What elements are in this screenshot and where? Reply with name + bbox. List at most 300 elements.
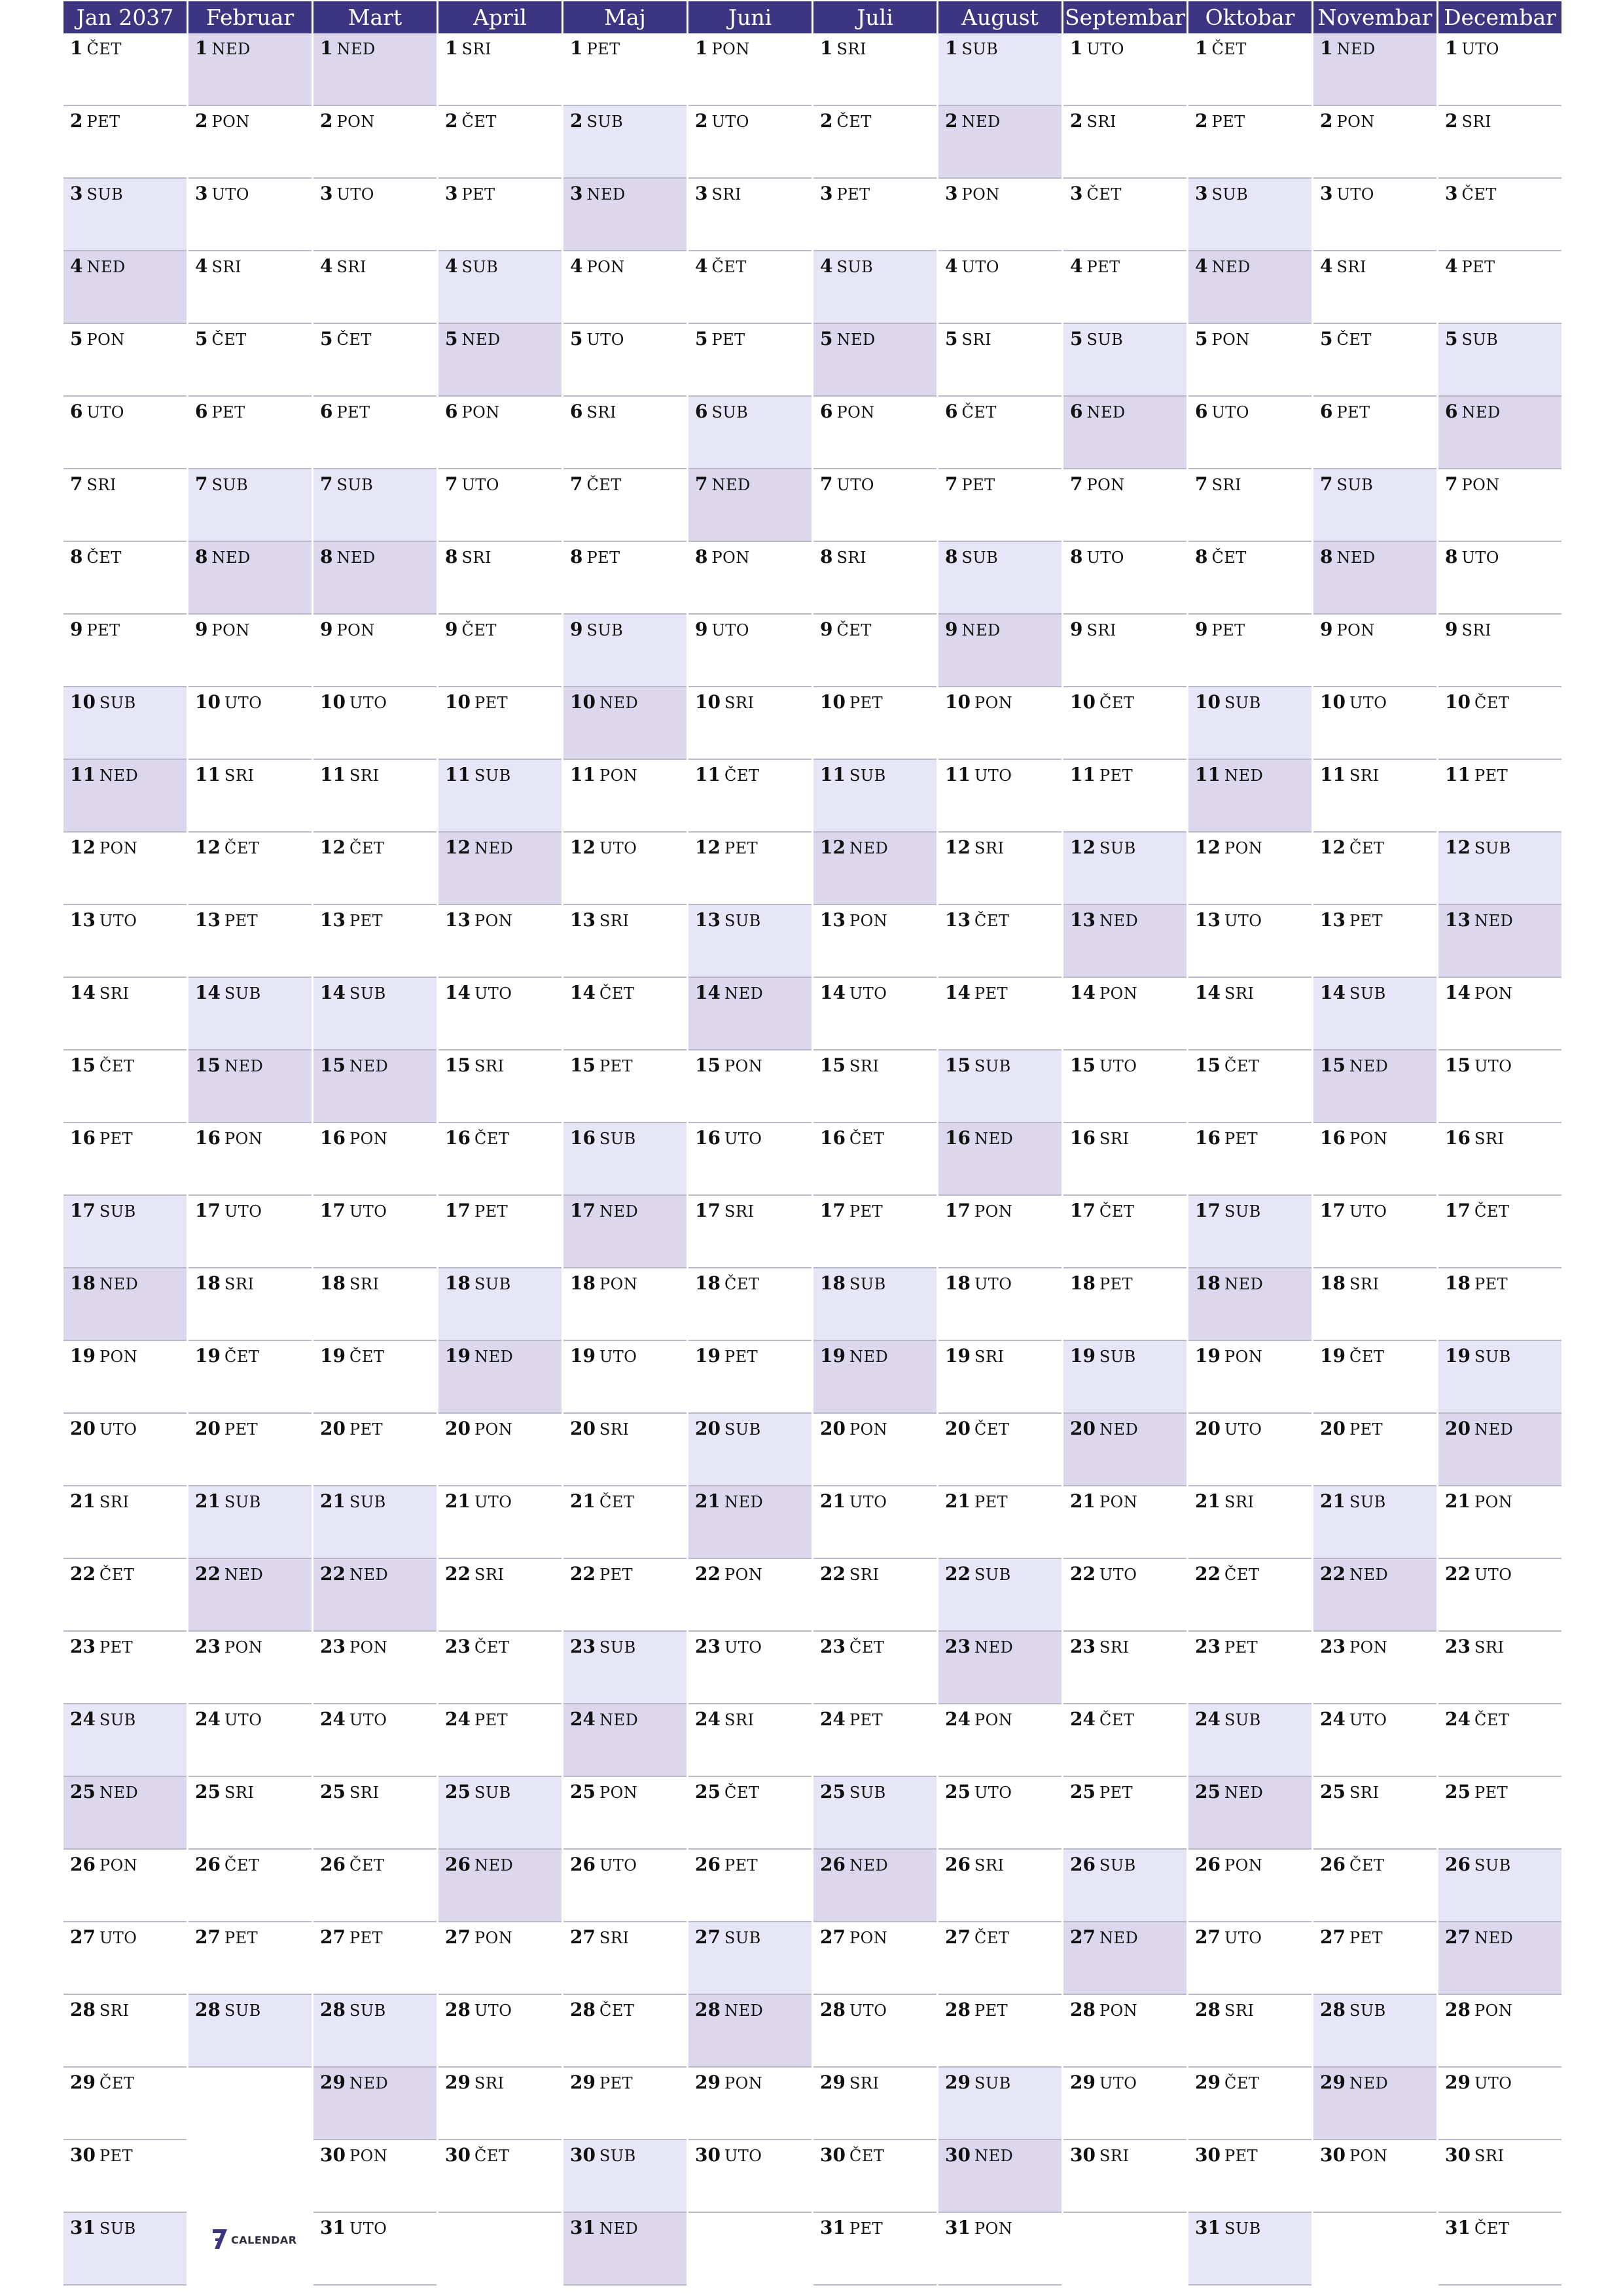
day-cell[interactable] [313,1486,437,1559]
day-cell[interactable] [438,1050,562,1123]
day-cell[interactable] [1313,397,1436,469]
day-cell[interactable] [1188,1704,1311,1777]
day-cell[interactable] [563,1050,687,1123]
day-cell[interactable] [188,1559,312,1632]
day-cell[interactable] [188,542,312,615]
day-cell[interactable] [438,760,562,833]
day-cell[interactable] [938,1704,1061,1777]
day-cell[interactable] [938,1559,1061,1632]
day-cell[interactable] [688,1341,812,1414]
day-cell[interactable] [438,2068,562,2140]
day-cell[interactable] [688,1704,812,1777]
day-cell[interactable] [688,2068,812,2140]
day-cell[interactable] [313,542,437,615]
day-cell[interactable] [63,1704,187,1777]
day-cell[interactable] [1063,1123,1186,1196]
day-cell[interactable] [1438,1414,1561,1486]
day-cell[interactable] [938,1486,1061,1559]
day-cell[interactable] [188,469,312,542]
day-cell[interactable] [1438,106,1561,179]
day-cell[interactable] [688,1196,812,1268]
day-cell[interactable] [813,251,936,324]
day-cell[interactable] [313,179,437,251]
day-cell[interactable] [63,1123,187,1196]
day-cell[interactable] [1313,469,1436,542]
day-cell[interactable] [688,1123,812,1196]
day-cell[interactable] [1438,1632,1561,1704]
day-cell[interactable] [688,1559,812,1632]
day-cell[interactable] [1313,2140,1436,2213]
day-cell[interactable] [1063,905,1186,978]
day-cell[interactable] [188,687,312,760]
day-cell[interactable] [438,1559,562,1632]
day-cell[interactable] [313,397,437,469]
day-cell[interactable] [1063,1414,1186,1486]
day-cell[interactable] [188,1850,312,1922]
day-cell[interactable] [438,397,562,469]
day-cell[interactable] [63,1850,187,1922]
day-cell[interactable] [188,1704,312,1777]
day-cell[interactable] [688,615,812,687]
day-cell[interactable] [1188,1850,1311,1922]
day-cell[interactable] [813,324,936,397]
day-cell[interactable] [1188,33,1311,106]
day-cell[interactable] [938,106,1061,179]
day-cell[interactable] [938,2140,1061,2213]
day-cell[interactable] [1063,106,1186,179]
day-cell[interactable] [438,1632,562,1704]
day-cell[interactable] [1188,1486,1311,1559]
day-cell[interactable] [563,833,687,905]
day-cell[interactable] [688,324,812,397]
day-cell[interactable] [188,1050,312,1123]
day-cell[interactable] [563,33,687,106]
day-cell[interactable] [563,1632,687,1704]
day-cell[interactable] [63,542,187,615]
day-cell[interactable] [1063,1559,1186,1632]
day-cell[interactable] [313,469,437,542]
day-cell[interactable] [1188,1341,1311,1414]
day-cell[interactable] [1188,1050,1311,1123]
day-cell[interactable] [1188,2140,1311,2213]
day-cell[interactable] [313,760,437,833]
day-cell[interactable] [938,1196,1061,1268]
day-cell[interactable] [1063,542,1186,615]
day-cell[interactable] [1438,397,1561,469]
day-cell[interactable] [1188,2213,1311,2286]
day-cell[interactable] [63,179,187,251]
day-cell[interactable] [813,106,936,179]
day-cell[interactable] [1313,1050,1436,1123]
day-cell[interactable] [1188,251,1311,324]
day-cell[interactable] [1313,106,1436,179]
day-cell[interactable] [438,833,562,905]
day-cell[interactable] [438,1995,562,2068]
day-cell[interactable] [563,2068,687,2140]
day-cell[interactable] [188,1268,312,1341]
day-cell[interactable] [688,1632,812,1704]
day-cell[interactable] [813,978,936,1050]
day-cell[interactable] [813,2068,936,2140]
day-cell[interactable] [938,1922,1061,1995]
day-cell[interactable] [1188,1268,1311,1341]
day-cell[interactable] [938,1050,1061,1123]
day-cell[interactable] [1313,1414,1436,1486]
day-cell[interactable] [688,760,812,833]
day-cell[interactable] [313,1850,437,1922]
day-cell[interactable] [1313,33,1436,106]
day-cell[interactable] [313,106,437,179]
day-cell[interactable] [813,397,936,469]
day-cell[interactable] [563,760,687,833]
day-cell[interactable] [688,1850,812,1922]
day-cell[interactable] [938,760,1061,833]
day-cell[interactable] [1438,469,1561,542]
day-cell[interactable] [438,2140,562,2213]
day-cell[interactable] [1063,2068,1186,2140]
day-cell[interactable] [813,833,936,905]
day-cell[interactable] [438,1341,562,1414]
day-cell[interactable] [313,1995,437,2068]
day-cell[interactable] [813,1704,936,1777]
day-cell[interactable] [1438,1486,1561,1559]
day-cell[interactable] [1188,978,1311,1050]
day-cell[interactable] [938,1632,1061,1704]
day-cell[interactable] [438,1486,562,1559]
day-cell[interactable] [1438,905,1561,978]
day-cell[interactable] [1063,687,1186,760]
day-cell[interactable] [313,978,437,1050]
day-cell[interactable] [938,542,1061,615]
day-cell[interactable] [188,1196,312,1268]
day-cell[interactable] [1438,1268,1561,1341]
day-cell[interactable] [438,687,562,760]
day-cell[interactable] [188,1486,312,1559]
day-cell[interactable] [1188,760,1311,833]
day-cell[interactable] [1063,1632,1186,1704]
day-cell[interactable] [188,324,312,397]
day-cell[interactable] [1063,1196,1186,1268]
day-cell[interactable] [313,1050,437,1123]
day-cell[interactable] [563,1850,687,1922]
day-cell[interactable] [688,1268,812,1341]
day-cell[interactable] [1188,469,1311,542]
day-cell[interactable] [563,1341,687,1414]
day-cell[interactable] [313,687,437,760]
day-cell[interactable] [1063,1777,1186,1850]
day-cell[interactable] [1438,687,1561,760]
day-cell[interactable] [313,1632,437,1704]
day-cell[interactable] [1063,1486,1186,1559]
day-cell[interactable] [688,978,812,1050]
day-cell[interactable] [1438,2213,1561,2286]
day-cell[interactable] [63,760,187,833]
day-cell[interactable] [1063,833,1186,905]
day-cell[interactable] [813,1632,936,1704]
day-cell[interactable] [813,2213,936,2286]
day-cell[interactable] [1438,1050,1561,1123]
day-cell[interactable] [1188,1922,1311,1995]
day-cell[interactable] [563,1777,687,1850]
day-cell[interactable] [1188,2068,1311,2140]
day-cell[interactable] [1188,615,1311,687]
day-cell[interactable] [813,1777,936,1850]
day-cell[interactable] [813,33,936,106]
day-cell[interactable] [1188,542,1311,615]
day-cell[interactable] [1063,179,1186,251]
day-cell[interactable] [1063,1341,1186,1414]
day-cell[interactable] [688,251,812,324]
day-cell[interactable] [563,251,687,324]
day-cell[interactable] [1188,1123,1311,1196]
day-cell[interactable] [813,179,936,251]
day-cell[interactable] [63,1559,187,1632]
day-cell[interactable] [63,1341,187,1414]
day-cell[interactable] [1188,1196,1311,1268]
day-cell[interactable] [563,905,687,978]
day-cell[interactable] [1063,1922,1186,1995]
day-cell[interactable] [1438,1341,1561,1414]
day-cell[interactable] [563,1123,687,1196]
day-cell[interactable] [813,1341,936,1414]
day-cell[interactable] [563,324,687,397]
day-cell[interactable] [188,1341,312,1414]
day-cell[interactable] [563,106,687,179]
day-cell[interactable] [63,1922,187,1995]
day-cell[interactable] [438,1196,562,1268]
day-cell[interactable] [1063,1268,1186,1341]
day-cell[interactable] [1188,179,1311,251]
day-cell[interactable] [188,1995,312,2068]
day-cell[interactable] [1313,542,1436,615]
day-cell[interactable] [63,106,187,179]
day-cell[interactable] [188,397,312,469]
day-cell[interactable] [1438,1777,1561,1850]
day-cell[interactable] [563,397,687,469]
day-cell[interactable] [1063,978,1186,1050]
day-cell[interactable] [1313,1632,1436,1704]
day-cell[interactable] [1188,1777,1311,1850]
day-cell[interactable] [1313,615,1436,687]
day-cell[interactable] [938,1341,1061,1414]
day-cell[interactable] [1188,1995,1311,2068]
day-cell[interactable] [563,978,687,1050]
day-cell[interactable] [688,1486,812,1559]
day-cell[interactable] [1313,1995,1436,2068]
day-cell[interactable] [1313,1559,1436,1632]
day-cell[interactable] [438,615,562,687]
day-cell[interactable] [938,978,1061,1050]
day-cell[interactable] [1063,33,1186,106]
day-cell[interactable] [1438,833,1561,905]
day-cell[interactable] [63,1196,187,1268]
day-cell[interactable] [438,106,562,179]
day-cell[interactable] [63,978,187,1050]
day-cell[interactable] [438,1850,562,1922]
day-cell[interactable] [438,1123,562,1196]
day-cell[interactable] [938,1995,1061,2068]
day-cell[interactable] [688,542,812,615]
day-cell[interactable] [313,1704,437,1777]
day-cell[interactable] [938,397,1061,469]
day-cell[interactable] [1313,1777,1436,1850]
day-cell[interactable] [63,324,187,397]
day-cell[interactable] [563,2213,687,2286]
day-cell[interactable] [63,615,187,687]
day-cell[interactable] [563,687,687,760]
day-cell[interactable] [63,1632,187,1704]
day-cell[interactable] [188,1922,312,1995]
day-cell[interactable] [1063,324,1186,397]
day-cell[interactable] [1188,106,1311,179]
day-cell[interactable] [688,2140,812,2213]
day-cell[interactable] [813,615,936,687]
day-cell[interactable] [438,251,562,324]
day-cell[interactable] [188,1777,312,1850]
day-cell[interactable] [63,251,187,324]
day-cell[interactable] [563,1414,687,1486]
day-cell[interactable] [63,687,187,760]
day-cell[interactable] [563,1922,687,1995]
day-cell[interactable] [1063,760,1186,833]
day-cell[interactable] [1188,905,1311,978]
day-cell[interactable] [438,1777,562,1850]
day-cell[interactable] [1063,251,1186,324]
day-cell[interactable] [63,1268,187,1341]
day-cell[interactable] [1438,760,1561,833]
day-cell[interactable] [1438,1196,1561,1268]
day-cell[interactable] [1313,687,1436,760]
day-cell[interactable] [438,324,562,397]
day-cell[interactable] [188,1414,312,1486]
day-cell[interactable] [1438,1123,1561,1196]
day-cell[interactable] [188,833,312,905]
day-cell[interactable] [688,905,812,978]
day-cell[interactable] [438,469,562,542]
day-cell[interactable] [813,1486,936,1559]
day-cell[interactable] [438,542,562,615]
day-cell[interactable] [313,1268,437,1341]
day-cell[interactable] [438,1268,562,1341]
day-cell[interactable] [63,1777,187,1850]
day-cell[interactable] [1313,251,1436,324]
day-cell[interactable] [813,1922,936,1995]
day-cell[interactable] [813,1414,936,1486]
day-cell[interactable] [1063,1050,1186,1123]
day-cell[interactable] [1313,1341,1436,1414]
day-cell[interactable] [813,1268,936,1341]
day-cell[interactable] [938,179,1061,251]
day-cell[interactable] [563,1486,687,1559]
day-cell[interactable] [813,1196,936,1268]
day-cell[interactable] [1063,615,1186,687]
day-cell[interactable] [313,1196,437,1268]
day-cell[interactable] [1188,1414,1311,1486]
day-cell[interactable] [688,1050,812,1123]
day-cell[interactable] [188,1123,312,1196]
day-cell[interactable] [1313,1850,1436,1922]
day-cell[interactable] [938,1123,1061,1196]
day-cell[interactable] [63,833,187,905]
day-cell[interactable] [1313,1268,1436,1341]
day-cell[interactable] [188,33,312,106]
day-cell[interactable] [688,687,812,760]
day-cell[interactable] [938,615,1061,687]
day-cell[interactable] [813,1995,936,2068]
day-cell[interactable] [813,1123,936,1196]
day-cell[interactable] [1313,324,1436,397]
day-cell[interactable] [1063,397,1186,469]
day-cell[interactable] [438,905,562,978]
day-cell[interactable] [1438,978,1561,1050]
day-cell[interactable] [813,1050,936,1123]
day-cell[interactable] [313,1341,437,1414]
day-cell[interactable] [188,106,312,179]
day-cell[interactable] [688,1414,812,1486]
day-cell[interactable] [63,2068,187,2140]
day-cell[interactable] [938,2213,1061,2286]
day-cell[interactable] [938,905,1061,978]
day-cell[interactable] [313,2068,437,2140]
day-cell[interactable] [313,833,437,905]
day-cell[interactable] [938,1850,1061,1922]
day-cell[interactable] [938,251,1061,324]
day-cell[interactable] [1313,2068,1436,2140]
day-cell[interactable] [313,251,437,324]
day-cell[interactable] [63,2140,187,2213]
day-cell[interactable] [1313,179,1436,251]
day-cell[interactable] [938,1268,1061,1341]
day-cell[interactable] [438,179,562,251]
day-cell[interactable] [63,1414,187,1486]
day-cell[interactable] [1438,1850,1561,1922]
day-cell[interactable] [1063,1995,1186,2068]
day-cell[interactable] [1438,1922,1561,1995]
day-cell[interactable] [1188,833,1311,905]
day-cell[interactable] [63,905,187,978]
day-cell[interactable] [813,2140,936,2213]
day-cell[interactable] [1438,251,1561,324]
day-cell[interactable] [313,324,437,397]
day-cell[interactable] [563,469,687,542]
day-cell[interactable] [63,1995,187,2068]
day-cell[interactable] [1438,615,1561,687]
day-cell[interactable] [1313,905,1436,978]
day-cell[interactable] [688,397,812,469]
day-cell[interactable] [813,905,936,978]
day-cell[interactable] [688,179,812,251]
day-cell[interactable] [563,179,687,251]
day-cell[interactable] [1313,1704,1436,1777]
day-cell[interactable] [438,33,562,106]
day-cell[interactable] [813,1559,936,1632]
day-cell[interactable] [938,2068,1061,2140]
day-cell[interactable] [313,905,437,978]
day-cell[interactable] [63,2213,187,2286]
day-cell[interactable] [313,1559,437,1632]
day-cell[interactable] [63,1050,187,1123]
day-cell[interactable] [438,1414,562,1486]
day-cell[interactable] [1438,179,1561,251]
day-cell[interactable] [1438,1704,1561,1777]
day-cell[interactable] [63,33,187,106]
day-cell[interactable] [1313,1486,1436,1559]
day-cell[interactable] [63,469,187,542]
day-cell[interactable] [938,33,1061,106]
day-cell[interactable] [438,978,562,1050]
day-cell[interactable] [1313,1196,1436,1268]
day-cell[interactable] [938,687,1061,760]
